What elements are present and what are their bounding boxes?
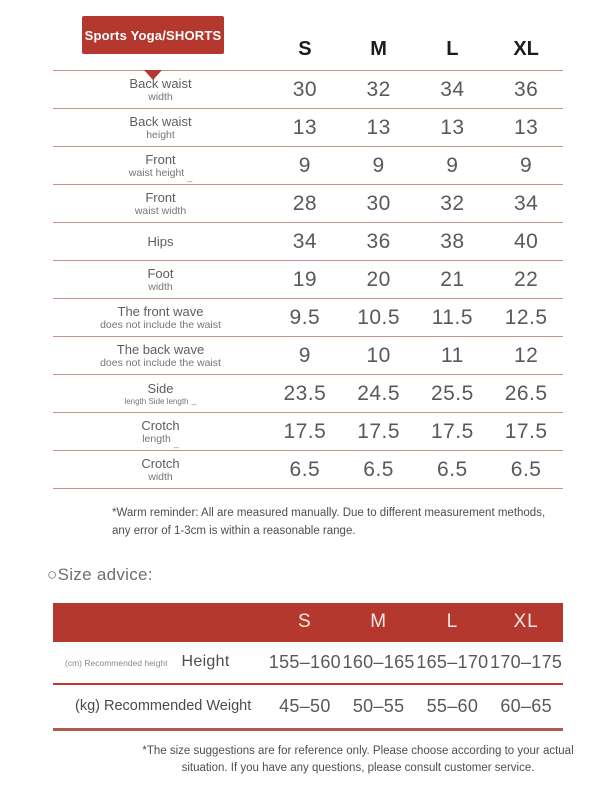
row-label-primary: Hips xyxy=(147,233,174,249)
table-row xyxy=(53,146,563,184)
row-label-primary: Back waist xyxy=(129,113,192,129)
row-label xyxy=(53,456,268,484)
advice-row-label xyxy=(53,653,268,671)
row-label-mark: – xyxy=(191,398,197,409)
cell-value: 17.5 xyxy=(357,419,401,443)
size-advice-heading: ○Size advice: xyxy=(47,564,153,584)
advice-row-label: (kg) Recommended Weight xyxy=(75,698,252,715)
row-label-primary: The back wave xyxy=(116,341,205,357)
product-tag xyxy=(82,16,224,54)
row-label xyxy=(53,152,268,180)
cell-value: 9 xyxy=(372,153,385,177)
cell-value: 25.5 xyxy=(430,381,474,405)
cell-value: 9.5 xyxy=(289,305,321,329)
cell-value: 9 xyxy=(298,343,311,367)
table-row xyxy=(53,260,563,298)
advice-row-label-main: Height xyxy=(181,653,230,671)
row-label-primary: The front wave xyxy=(117,303,204,319)
cell-value: 21 xyxy=(440,267,465,291)
cell-value: 13 xyxy=(440,115,465,139)
cell-value: 45–50 xyxy=(279,695,331,716)
advice-row-label-prefix: (cm) Recommended height xyxy=(65,658,168,669)
row-label-primary: Front xyxy=(145,151,176,167)
cell-value: 34 xyxy=(292,229,318,253)
cell-value: 9 xyxy=(298,153,311,177)
cell-value: 10.5 xyxy=(357,305,401,329)
cell-value: 23.5 xyxy=(283,381,327,405)
cell-value: 26.5 xyxy=(504,381,548,405)
advice-column-header-xl: XL xyxy=(513,611,539,633)
table-row xyxy=(53,412,563,450)
row-label-primary: Side xyxy=(147,380,174,396)
cell-value: 55–60 xyxy=(426,695,479,716)
cell-value: 9 xyxy=(446,153,459,177)
row-label-mark: _ xyxy=(173,437,179,448)
row-label-primary: Back waist xyxy=(129,75,192,91)
cell-value: 6.5 xyxy=(437,457,468,481)
row-label-primary: Front xyxy=(145,189,176,205)
cell-value: 22 xyxy=(513,267,539,291)
table-row xyxy=(53,374,563,412)
table-row xyxy=(53,298,563,336)
cell-value: 13 xyxy=(513,115,539,139)
cell-value: 11.5 xyxy=(431,305,474,329)
cell-value: 50–55 xyxy=(352,695,405,716)
column-header-s: S xyxy=(298,37,312,60)
row-label xyxy=(53,418,268,446)
cell-value: 17.5 xyxy=(283,419,327,443)
row-label-secondary: width xyxy=(148,280,173,293)
advice-footnote: *The size suggestions are for reference only. Please choose according to your actual situation. If you have any questions, please consult customer service. xyxy=(142,744,574,775)
column-header-m: M xyxy=(370,37,387,60)
row-label-secondary: length Side length xyxy=(124,397,189,407)
row-label xyxy=(53,234,268,249)
cell-value: 30 xyxy=(292,77,318,101)
row-label-secondary: height xyxy=(146,128,175,141)
advice-column-header-m: M xyxy=(370,611,388,633)
advice-table xyxy=(53,603,563,731)
column-header-l: L xyxy=(446,37,459,60)
row-label-primary: Crotch xyxy=(141,417,180,433)
advice-table-header xyxy=(53,603,563,642)
row-label-primary: Crotch xyxy=(141,455,180,471)
row-label xyxy=(53,190,268,218)
cell-value: 11 xyxy=(440,343,464,367)
cell-value: 40 xyxy=(513,229,539,253)
row-label-secondary: length xyxy=(142,432,171,445)
cell-value: 30 xyxy=(366,191,391,215)
column-header-xl: XL xyxy=(513,37,539,60)
measurement-table-body xyxy=(53,70,563,489)
row-label xyxy=(53,304,268,332)
product-tag-label: Sports Yoga/SHORTS xyxy=(84,27,222,43)
table-row xyxy=(53,70,563,108)
advice-row-weight xyxy=(53,685,563,731)
cell-value: 34 xyxy=(440,77,465,101)
cell-value: 17.5 xyxy=(504,419,548,443)
cell-value: 6.5 xyxy=(289,457,321,481)
advice-column-header-s: S xyxy=(298,611,312,633)
cell-value: 170–175 xyxy=(490,651,563,672)
table-row xyxy=(53,336,563,374)
table-row xyxy=(53,184,563,222)
cell-value: 17.5 xyxy=(430,419,474,443)
row-label xyxy=(53,266,268,294)
row-label-mark: _ xyxy=(187,171,193,182)
cell-value: 36 xyxy=(513,77,539,101)
row-label xyxy=(53,342,268,370)
cell-value: 34 xyxy=(513,191,539,215)
row-label xyxy=(53,381,268,407)
cell-value: 165–170 xyxy=(416,651,489,672)
cell-value: 24.5 xyxy=(357,381,401,405)
cell-value: 28 xyxy=(292,191,318,215)
cell-value: 160–165 xyxy=(342,651,415,672)
advice-column-header-l: L xyxy=(446,611,459,633)
cell-value: 6.5 xyxy=(510,457,542,481)
table-row xyxy=(53,450,563,488)
cell-value: 20 xyxy=(366,267,391,291)
row-label-secondary: does not include the waist xyxy=(100,318,221,331)
cell-value: 36 xyxy=(366,229,391,253)
row-label-primary: Foot xyxy=(147,265,174,281)
cell-value: 19 xyxy=(292,267,318,291)
cell-value: 10 xyxy=(366,343,391,367)
cell-value: 12 xyxy=(513,343,539,367)
cell-value: 155–160 xyxy=(268,651,341,672)
row-label-secondary: width xyxy=(148,470,173,483)
tag-pointer-triangle xyxy=(144,70,162,80)
row-label-secondary: width xyxy=(148,90,173,103)
measurement-table xyxy=(53,28,563,489)
cell-value: 13 xyxy=(292,115,318,139)
cell-value: 9 xyxy=(520,153,533,177)
row-label xyxy=(53,114,268,142)
table-row xyxy=(53,108,563,146)
cell-value: 32 xyxy=(366,77,391,101)
row-label-secondary: waist height xyxy=(128,166,185,179)
measurement-footnote: *Warm reminder: All are measured manually. Due to different measurement methods, any error of 1-3cm is within a reasonable range. xyxy=(112,507,546,537)
row-label-secondary: does not include the waist xyxy=(100,356,221,369)
table-row xyxy=(53,222,563,260)
row-label-secondary: waist width xyxy=(134,204,187,217)
cell-value: 6.5 xyxy=(363,457,394,481)
cell-value: 12.5 xyxy=(504,305,548,329)
cell-value: 38 xyxy=(440,229,465,253)
cell-value: 60–65 xyxy=(500,695,552,716)
advice-row-height xyxy=(53,642,563,685)
cell-value: 32 xyxy=(440,191,465,215)
cell-value: 13 xyxy=(366,115,391,139)
